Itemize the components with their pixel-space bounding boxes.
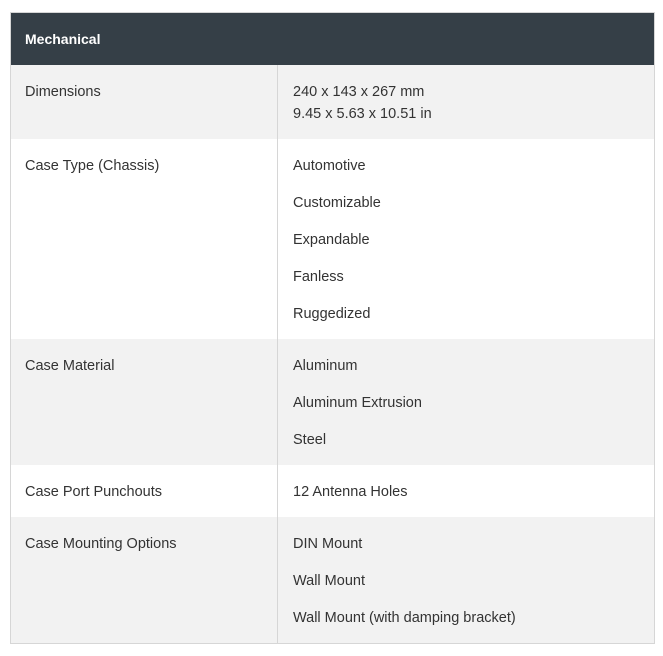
value-metric: 240 x 143 x 267 mm: [293, 84, 425, 100]
row-label: Case Material: [11, 339, 278, 465]
row-values: [278, 517, 654, 643]
value-item: Customizable: [293, 195, 381, 211]
value-item: Ruggedized: [293, 306, 371, 322]
value-item: Wall Mount: [293, 573, 365, 589]
value-item: 12 Antenna Holes: [293, 484, 408, 500]
value-item: Aluminum Extrusion: [293, 395, 422, 411]
value-item: Aluminum: [293, 358, 358, 374]
row-values: [278, 65, 654, 139]
table-row-dimensions: [11, 65, 654, 139]
value-item: Automotive: [293, 158, 366, 174]
value-imperial: 9.45 x 5.63 x 10.51 in: [293, 106, 432, 122]
row-values: [278, 465, 654, 517]
row-values: [278, 139, 654, 339]
row-label: Dimensions: [11, 65, 278, 139]
table-row-mounting-options: [11, 517, 654, 643]
value-item: Wall Mount (with damping bracket): [293, 610, 516, 626]
row-label: Case Type (Chassis): [11, 139, 278, 339]
value-item: DIN Mount: [293, 536, 363, 552]
value-item: Steel: [293, 432, 327, 448]
table-row-case-material: [11, 339, 654, 465]
mechanical-spec-table: [10, 12, 655, 644]
value-item: Fanless: [293, 269, 344, 285]
table-row-port-punchouts: [11, 465, 654, 517]
section-header: [11, 13, 654, 65]
row-values: [278, 339, 654, 465]
row-label: Case Port Punchouts: [11, 465, 278, 517]
row-label: Case Mounting Options: [11, 517, 278, 643]
section-title: Mechanical: [25, 31, 101, 47]
table-row-case-type: [11, 139, 654, 339]
value-item: Expandable: [293, 232, 370, 248]
